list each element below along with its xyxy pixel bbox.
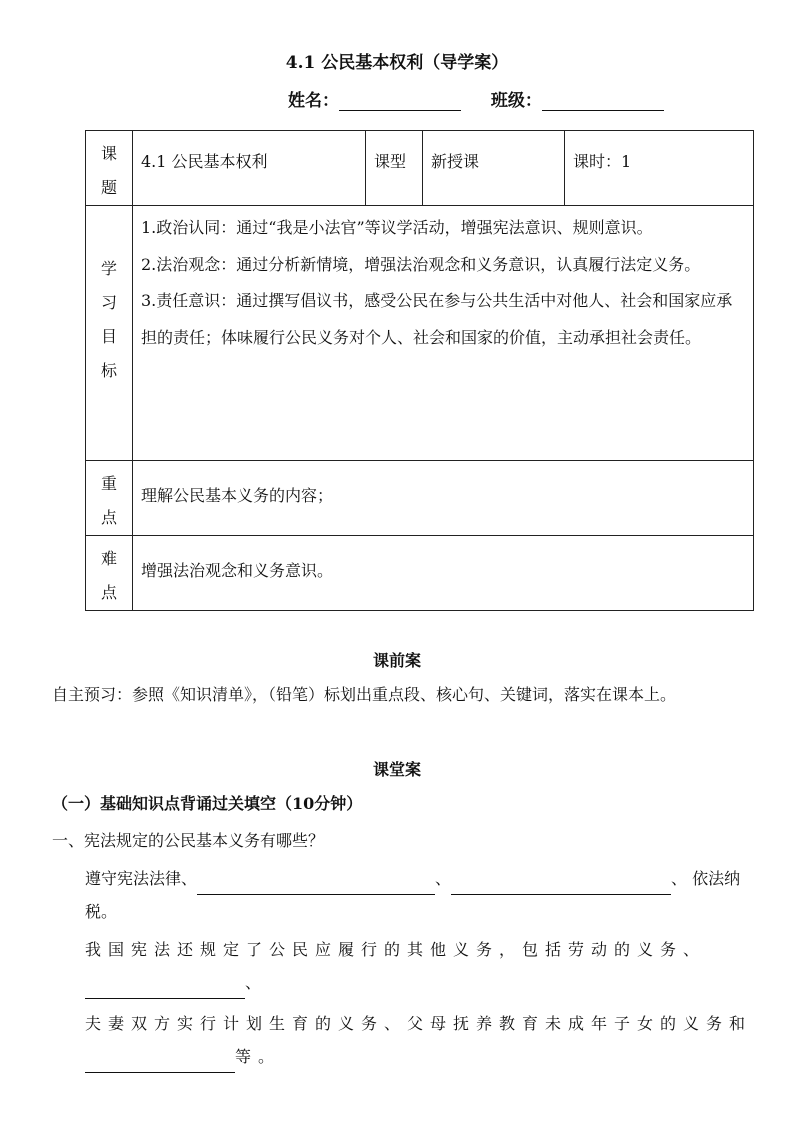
goals-label-char: 目 [100,327,117,346]
fill-text: 夫妻双方实行计划生育的义务、父母抚养教育未成年子女的义务和 [85,1014,753,1033]
fill-line-1 [52,862,752,928]
name-label: 姓名： [288,91,339,111]
goals-label-cell [86,206,133,461]
course-label-cell [86,131,133,206]
answer-blank[interactable] [85,978,245,999]
key-point: 理解公民基本义务的内容； [133,461,754,536]
table-row [86,536,754,611]
goal-item: 3.责任意识：通过撰写倡议书，感受公民在参与公共生活中对他人、社会和国家应承担的责任；体味履行公民义务对个人、社会和国家的价值，主动承担社会责任。 [141,291,733,347]
goals-label-char: 学 [100,259,117,278]
table-row [86,131,754,206]
page-title: 4.1 公民基本权利（导学案） [285,53,509,73]
fill-text: 我国宪法还规定了公民应履行的其他义务，包括劳动的义务、 [85,940,707,959]
question-title: 一、宪法规定的公民基本义务有哪些？ [52,831,325,850]
fill-text: 、 依法纳税。 [85,869,741,921]
table-row [86,206,754,461]
difficult-label-char: 点 [100,583,117,602]
course-label-char: 课 [100,144,117,163]
goal-item: 1.政治认同：通过“我是小法官”等议学活动，增强宪法意识、规则意识。 [141,218,653,237]
preclass-heading: 课前案 [372,651,421,670]
inclass-heading: 课堂案 [372,760,421,779]
key-label-char: 重 [100,474,117,493]
key-label-char: 点 [100,508,117,527]
part-title: （一）基础知识点背诵过关填空（10分钟） [52,794,363,813]
goal-item: 2.法治观念：通过分析新情境，增强法治观念和义务意识，认真履行法定义务。 [141,254,701,274]
student-info-line [288,86,664,111]
preclass-text: 自主预习：参照《知识清单》，（铅笔）标划出重点段、核心句、关键词，落实在课本上。 [52,685,677,704]
lesson-plan-table [85,130,754,611]
fill-text: 等。 [235,1047,282,1066]
name-blank[interactable] [339,92,461,111]
course-name: 4.1 公民基本权利 [133,131,366,206]
difficult-label-cell [86,536,133,611]
difficult-point: 增强法治观念和义务意识。 [133,536,754,611]
type-label: 课型 [366,131,423,206]
type-value: 新授课 [423,131,565,206]
answer-blank[interactable] [451,874,671,895]
table-row [86,461,754,536]
class-label: 班级： [490,91,542,111]
goals-cell [133,206,754,461]
class-blank[interactable] [542,92,664,111]
fill-text: 、 [245,973,269,992]
fill-text: 、 [435,869,452,888]
fill-line-3 [52,1007,752,1073]
course-label-char: 题 [100,178,117,197]
goals-label-char: 习 [100,293,117,312]
answer-blank[interactable] [85,1052,235,1073]
fill-line-2 [52,933,752,999]
difficult-label-char: 难 [100,549,117,568]
goals-label-char: 标 [100,361,117,380]
hours: 课时：1 [565,131,754,206]
answer-blank[interactable] [197,874,435,895]
fill-text: 遵守宪法法律、 [85,869,198,888]
key-label-cell [86,461,133,536]
